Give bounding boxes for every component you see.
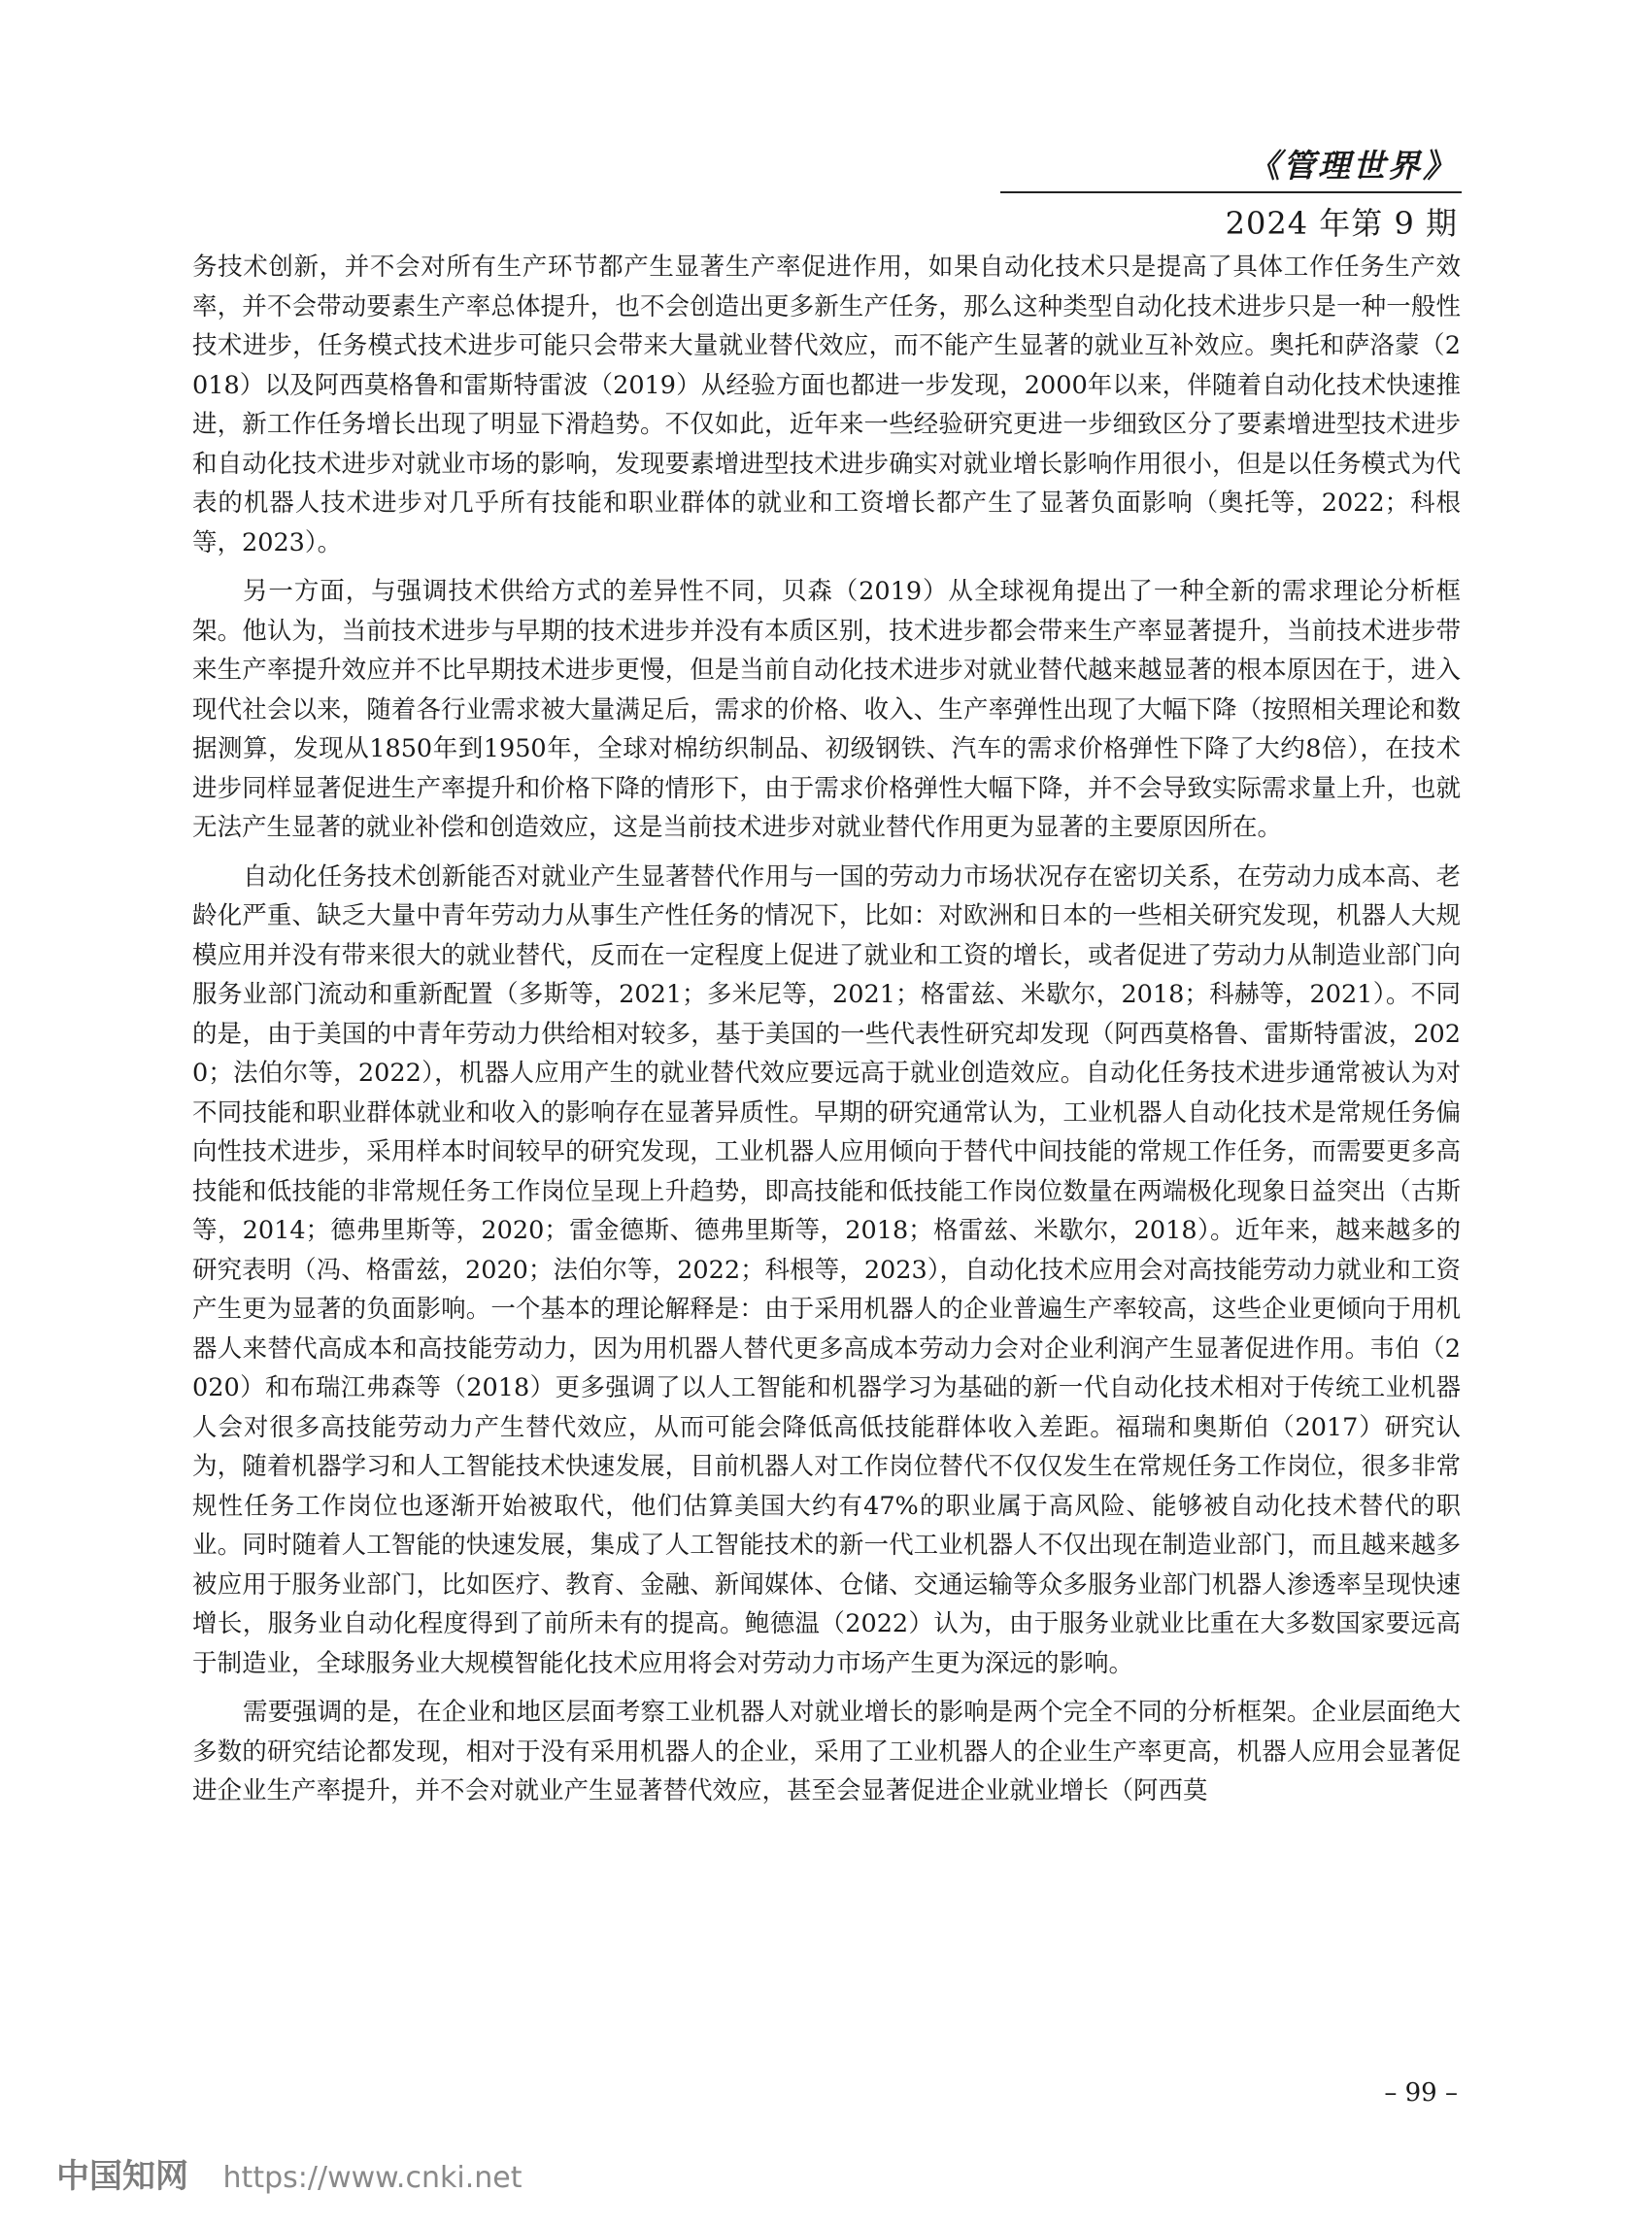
- watermark-url: https://www.cnki.net: [222, 2161, 523, 2195]
- journal-title: 《管理世界》: [1248, 147, 1458, 185]
- paragraph-4: 需要强调的是，在企业和地区层面考察工业机器人对就业增长的影响是两个完全不同的分析框架。企业层面绝大多数的研究结论都发现，相对于没有采用机器人的企业，采用了工业机器人的企业生产率更高，机器人应用会显著促进企业生产率提升，并不会对就业产生显著替代效应，甚至会显著促进企业就业增长（阿西莫: [192, 1698, 1461, 1805]
- paragraph-3: 自动化任务技术创新能否对就业产生显著替代作用与一国的劳动力市场状况存在密切关系，在劳动力成本高、老龄化严重、缺乏大量中青年劳动力从事生产性任务的情况下，比如：对欧洲和日本的一些相关研究发现，机器人大规模应用并没有带来很大的就业替代，反而在一定程度上促进了就业和工资的增长，或者促进了劳动力从制造业部门向服务业部门流动和重新配置（多斯等，2021；多米尼等，2021；格雷兹、米歇尔，2018；科赫等，2021）。不同的是，由于美国的中青年劳动力供给相对较多，基于美国的一些代表性研究却发现（阿西莫格鲁、雷斯特雷波，2020；法伯尔等，2022），机器人应用产生的就业替代效应要远高于就业创造效应。自动化任务技术进步通常被认为对不同技能和职业群体就业和收入的影响存在显著异质性。早期的研究通常认为，工业机器人自动化技术是常规任务偏向性技术进步，采用样本时间较早的研究发现，工业机器人应用倾向于替代中间技能的常规工作任务，而需要更多高技能和低技能的非常规任务工作岗位呈现上升趋势，即高技能和低技能工作岗位数量在两端极化现象日益突出（古斯等，2014；德弗里斯等，2020；雷金德斯、德弗里斯等，2018；格雷兹、米歇尔，2018）。近年来，越来越多的研究表明（冯、格雷兹，2020；法伯尔等，2022；科根等，2023），自动化技术应用会对高技能劳动力就业和工资产生更为显著的负面影响。一个基本的理论解释是：由于采用机器人的企业普遍生产率较高，这些企业更倾向于用机器人来替代高成本和高技能劳动力，因为用机器人替代更多高成本劳动力会对企业利润产生显著促进作用。韦伯（2020）和布瑞江弗森等（2018）更多强调了以人工智能和机器学习为基础的新一代自动化技术相对于传统工业机器人会对很多高技能劳动力产生替代效应，从而可能会降低高低技能群体收入差距。福瑞和奥斯伯（2017）研究认为，随着机器学习和人工智能技术快速发展，目前机器人对工作岗位替代不仅仅发生在常规任务工作岗位，很多非常规性任务工作岗位也逐渐开始被取代，他们估算美国大约有47%的职业属于高风险、能够被自动化技术替代的职业。同时随着人工智能的快速发展，集成了人工智能技术的新一代工业机器人不仅出现在制造业部门，而且越来越多被应用于服务业部门，比如医疗、教育、金融、新闻媒体、仓储、交通运输等众多服务业部门机器人渗透率呈现快速增长，服务业自动化程度得到了前所未有的提高。鲍德温（2022）认为，由于服务业就业比重在大多数国家要远高于制造业，全球服务业大规模智能化技术应用将会对劳动力市场产生更为深远的影响。: [192, 861, 1461, 1678]
- header-divider: [1000, 191, 1462, 193]
- paragraph-1: 务技术创新，并不会对所有生产环节都产生显著生产率促进作用，如果自动化技术只是提高了具体工作任务生产效率，并不会带动要素生产率总体提升，也不会创造出更多新生产任务，那么这种类型自动化技术进步只是一种一般性技术进步，任务模式技术进步可能只会带来大量就业替代效应，而不能产生显著的就业互补效应。奥托和萨洛蒙（2018）以及阿西莫格鲁和雷斯特雷波（2019）从经验方面也都进一步发现，2000年以来，伴随着自动化技术快速推进，新工作任务增长出现了明显下滑趋势。不仅如此，近年来一些经验研究更进一步细致区分了要素增进型技术进步和自动化技术进步对就业市场的影响，发现要素增进型技术进步确实对就业增长影响作用很小，但是以任务模式为代表的机器人技术进步对几乎所有技能和职业群体的就业和工资增长都产生了显著负面影响（奥托等，2022；科根等，2023）。: [192, 253, 1461, 557]
- cnki-watermark: [56, 2149, 522, 2197]
- paragraph-2: 另一方面，与强调技术供给方式的差异性不同，贝森（2019）从全球视角提出了一种全新的需求理论分析框架。他认为，当前技术进步与早期的技术进步并没有本质区别，技术进步都会带来生产率显著提升，当前技术进步带来生产率提升效应并不比早期技术进步更慢，但是当前自动化技术进步对就业替代越来越显著的根本原因在于，进入现代社会以来，随着各行业需求被大量满足后，需求的价格、收入、生产率弹性出现了大幅下降（按照相关理论和数据测算，发现从1850年到1950年，全球对棉纺织制品、初级钢铁、汽车的需求价格弹性下降了大约8倍），在技术进步同样显著促进生产率提升和价格下降的情形下，由于需求价格弹性大幅下降，并不会导致实际需求量上升，也就无法产生显著的就业补偿和创造效应，这是当前技术进步对就业替代作用更为显著的主要原因所在。: [192, 577, 1461, 842]
- article-body: [192, 248, 1461, 1821]
- page-number: – 99 –: [1384, 2078, 1458, 2108]
- issue-label: 2024 年第 9 期: [1225, 205, 1458, 242]
- watermark-name: 中国知网: [56, 2157, 188, 2196]
